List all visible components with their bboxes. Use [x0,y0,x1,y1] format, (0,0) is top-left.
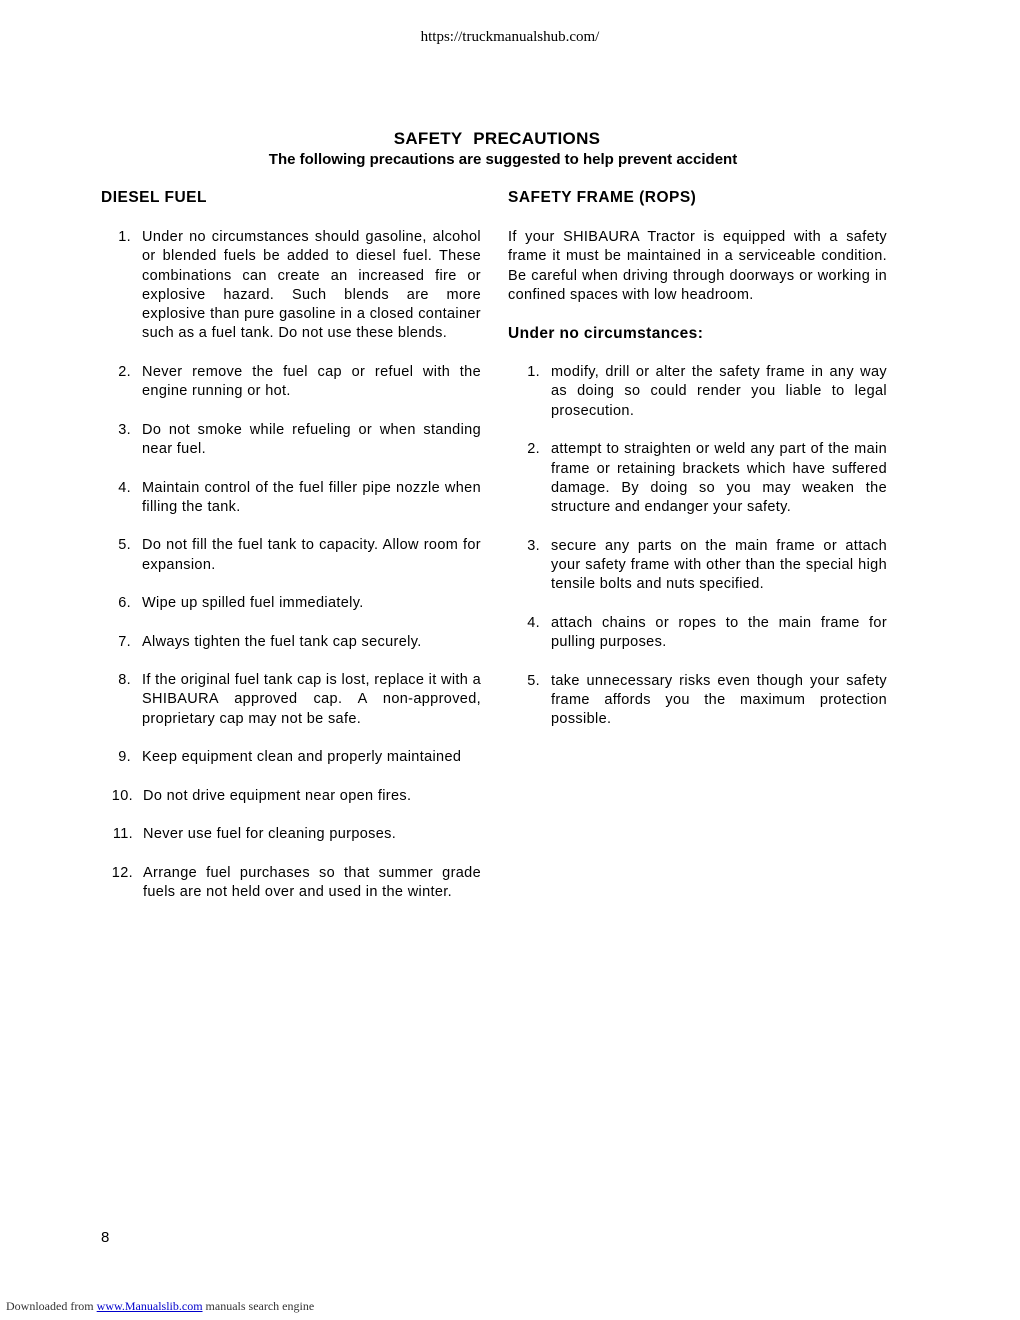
item-text: take unnecessary risks even though your safety frame affords you the maximum protection possible. [551,672,887,728]
safety-frame-heading: SAFETY FRAME (ROPS) [508,189,697,206]
list-item [101,479,481,518]
download-footer [6,1299,314,1314]
diesel-fuel-list [101,228,481,902]
item-text: Never remove the fuel cap or refuel with the engine running or hot. [142,363,481,400]
list-item [101,825,481,844]
item-text: If the original fuel tank cap is lost, replace it with a SHIBAURA approved cap. A non-approved, proprietary cap may not be safe. [142,672,481,727]
item-number: 3. [527,537,540,554]
item-text: Wipe up spilled fuel immediately. [142,595,364,612]
safety-frame-list [508,363,887,729]
item-number: 9. [118,749,131,766]
diesel-fuel-section [101,188,481,921]
item-text: Do not fill the fuel tank to capacity. Allow room for expansion. [142,537,481,573]
item-text: attach chains or ropes to the main frame for pulling purposes. [551,614,887,651]
item-text: Do not smoke while refueling or when standing near fuel. [142,421,481,458]
list-item [101,421,481,460]
list-item [101,787,481,806]
list-item [101,536,481,575]
list-item [101,864,481,903]
list-item [101,671,481,729]
item-number: 1. [118,229,131,245]
item-text: Do not drive equipment near open fires. [143,787,412,804]
list-item [101,228,481,344]
under-no-circumstances-heading: Under no circumstances: [508,325,704,343]
safety-frame-section [508,188,887,749]
item-number: 7. [118,633,131,650]
list-item [101,748,481,767]
footer-suffix: manuals search engine [202,1299,315,1313]
safety-frame-intro: If your SHIBAURA Tractor is equipped with a safety frame it must be maintained in a serviceable condition. Be careful when driving through doorways or working in confined spaces with low headroom. [508,229,887,303]
header-url: https://truckmanualshub.com/ [420,29,600,45]
item-number: 12. [111,864,133,881]
list-item [101,363,481,402]
item-number: 3. [118,421,131,438]
item-number: 4. [527,614,540,631]
item-text: attempt to straighten or weld any part of the main frame or retaining brackets which have suffered damage. By doing so you may weaken the structure and endanger your safety. [551,441,887,516]
item-number: 2. [527,441,540,458]
diesel-fuel-heading: DIESEL FUEL [101,189,207,206]
list-item [508,672,887,730]
item-number: 4. [118,479,131,496]
list-item [508,363,887,421]
item-text: Never use fuel for cleaning purposes. [143,826,397,843]
item-text: Always tighten the fuel tank cap securely. [142,633,422,650]
list-item [508,440,887,517]
item-number: 2. [118,363,131,380]
item-text: secure any parts on the main frame or attach your safety frame with other than the special high tensile bolts and nuts specified. [551,537,887,593]
item-text: Keep equipment clean and properly maintained [142,749,462,766]
item-number: 8. [118,672,131,689]
item-number: 11. [112,826,133,843]
item-text: Maintain control of the fuel filler pipe nozzle when filling the tank. [142,479,481,515]
item-number: 6. [118,595,131,612]
list-item [508,614,887,653]
item-text: Under no circumstances should gasoline, alcohol or blended fuels be added to diesel fuel. These combinations can create an increased fire or explosive hazard. Such blends are more explosive than pure gasoline in a closed container such as a fuel tank. Do not use these blends. [142,229,481,342]
footer-prefix: Downloaded from [6,1299,97,1313]
list-item [101,633,481,652]
list-item [508,537,887,595]
item-text: modify, drill or alter the safety frame in any way as doing so could render you liable to legal prosecution. [551,364,887,419]
manualslib-link[interactable]: www.Manualslib.com [96,1299,203,1313]
list-item [101,594,481,613]
title-block [0,129,1020,171]
item-number: 10. [111,787,133,804]
item-text: Arrange fuel purchases so that summer grade fuels are not held over and used in the winter. [143,864,481,900]
page-title: SAFETY PRECAUTIONS [393,129,601,148]
page-subtitle: The following precautions are suggested to help prevent accident [268,151,738,168]
item-number: 1. [527,364,540,381]
item-number: 5. [118,537,131,554]
page-number: 8 [101,1229,110,1246]
item-number: 5. [527,672,540,689]
